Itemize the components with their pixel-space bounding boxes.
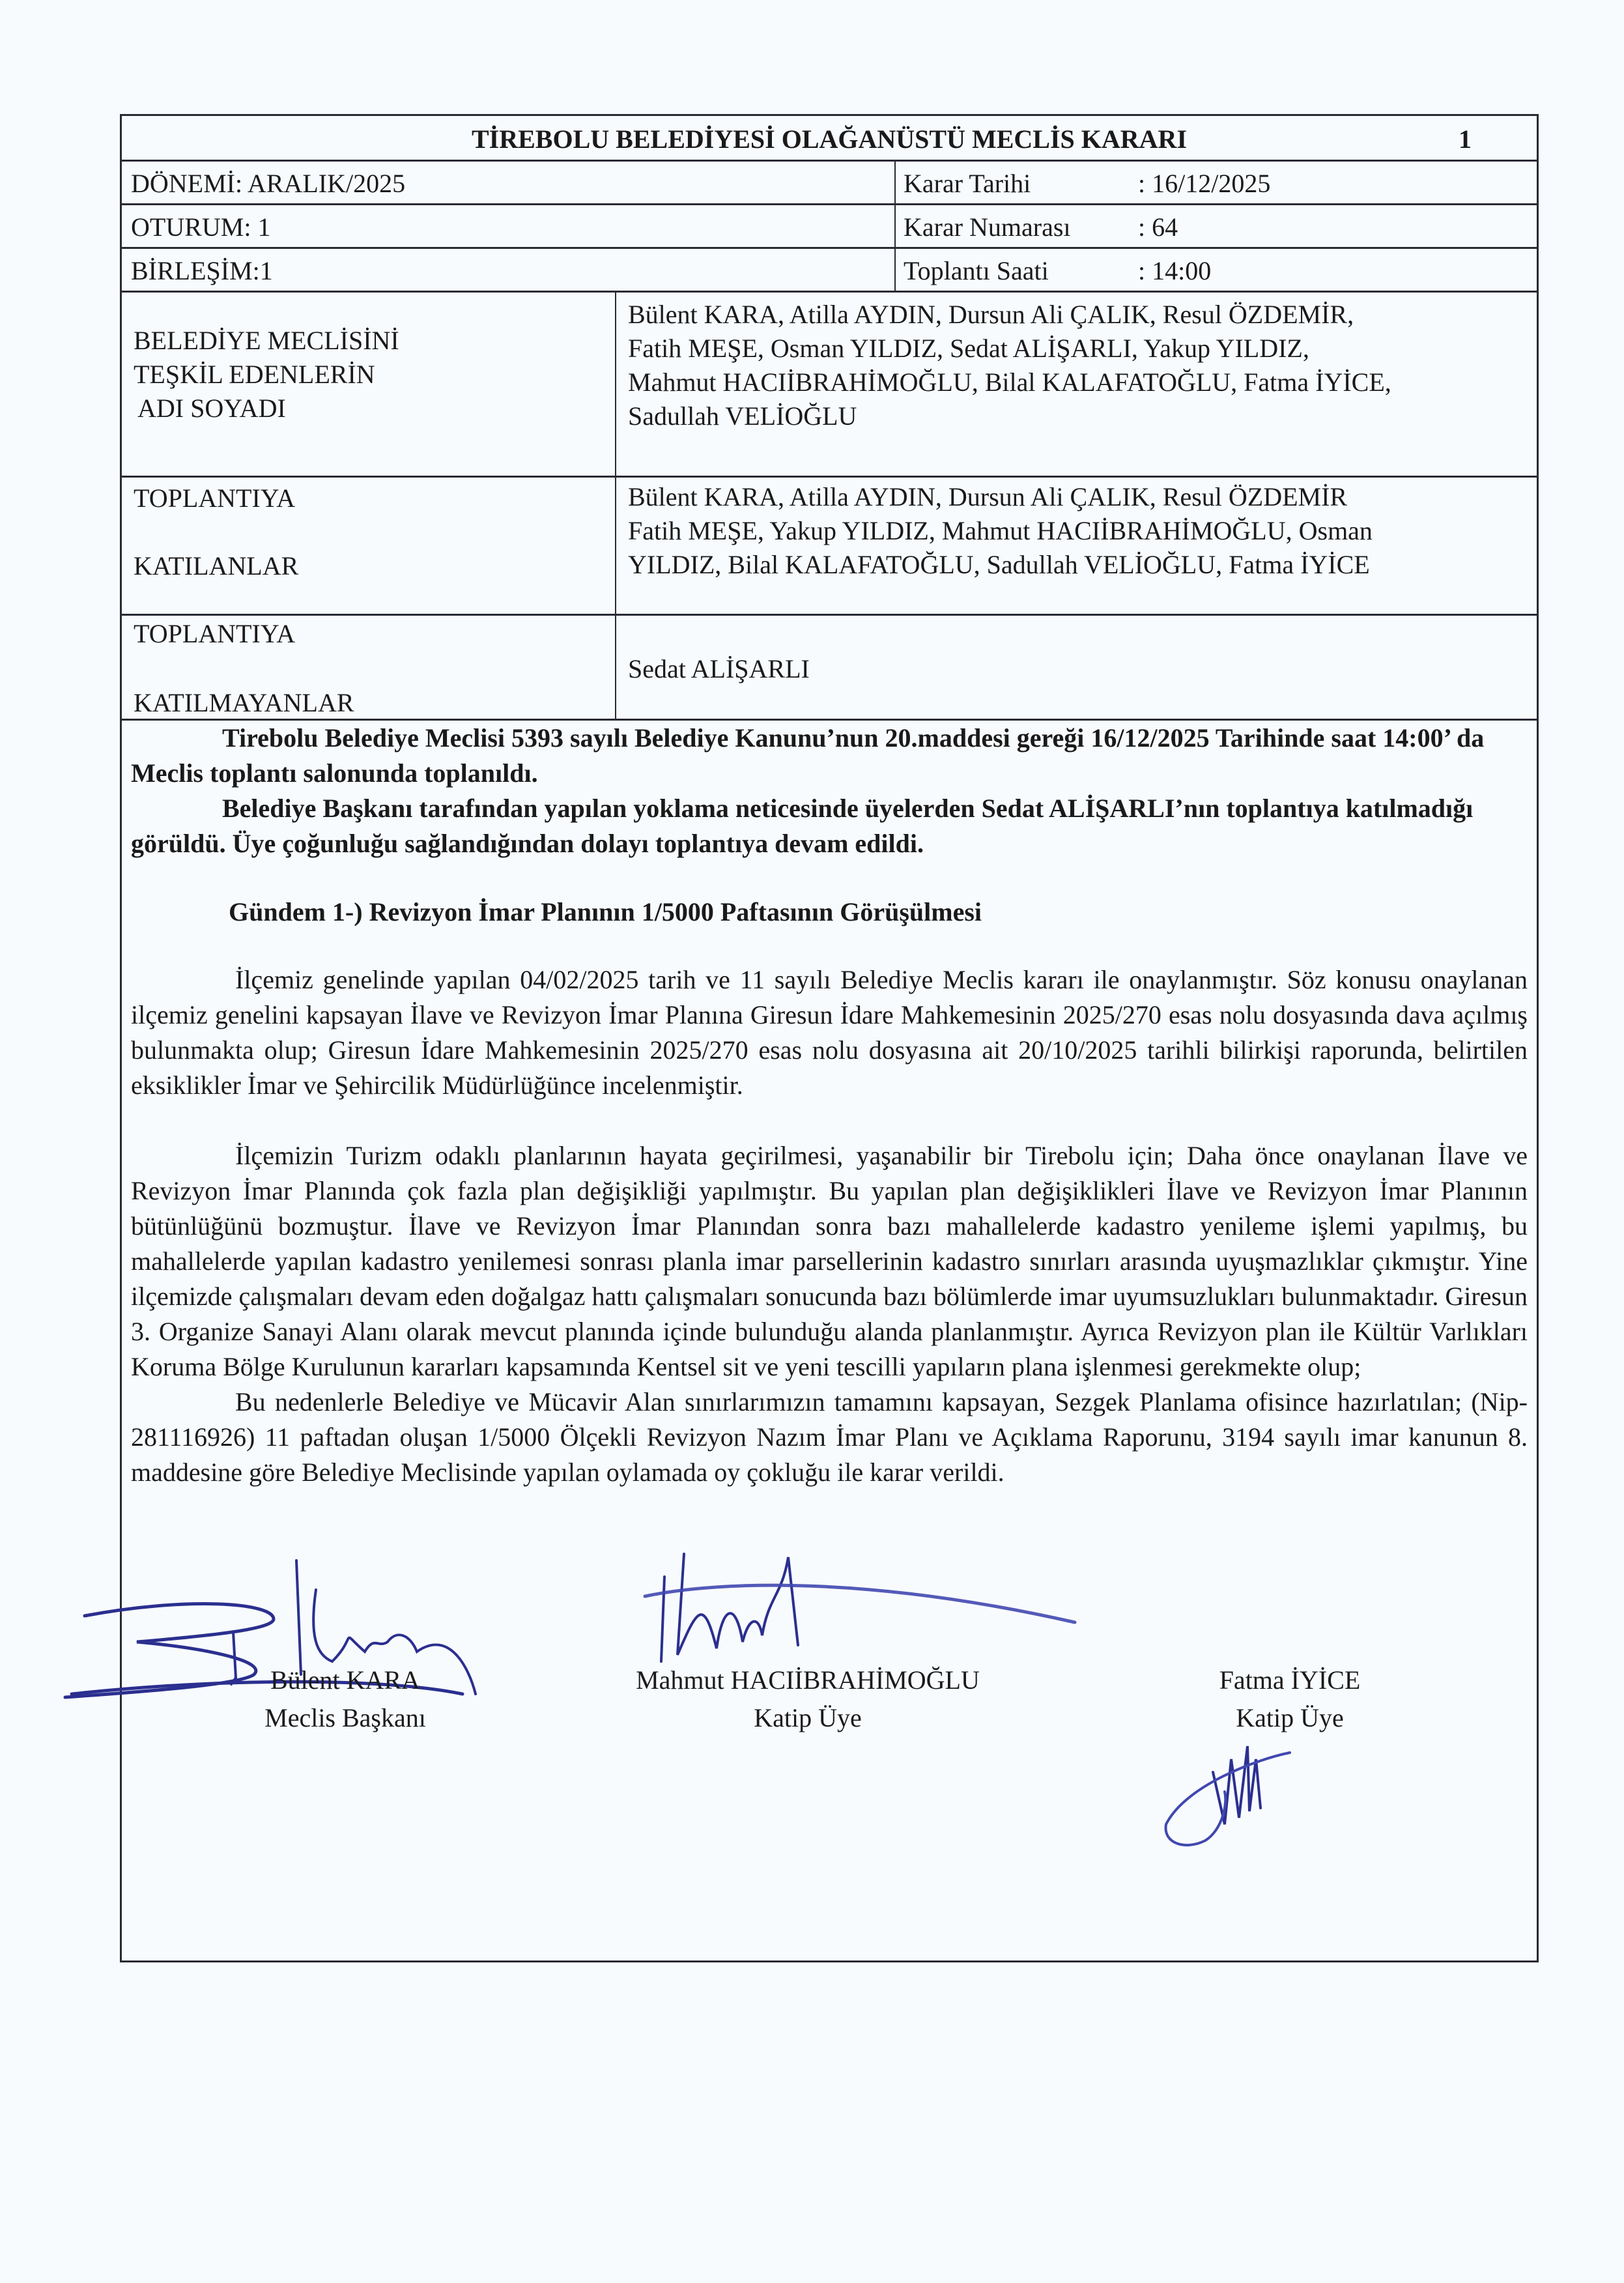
signatory-clerk-2: [1160, 1661, 1420, 1737]
info-row-session: [122, 205, 1537, 249]
signatory-role: Katip Üye: [754, 1703, 862, 1732]
council-members-row: [122, 293, 1537, 478]
meeting-time-value: : 14:00: [1138, 256, 1212, 285]
decision-date-cell: [896, 162, 1537, 203]
signatory-clerk-1: [573, 1661, 1042, 1737]
signature-mark-clerk-1: [625, 1518, 1094, 1674]
body-paragraph-2: İlçemizin Turizm odaklı planlarının hayata geçirilmesi, yaşanabilir bir Tirebolu için; Daha önce onaylanan İlave ve Revizyon İmar Planında çok fazla plan değişikliği yapılmıştır. Bu yapılan plan değişiklikleri İlave ve Revizyon İmar Planının bütünlüğünü bozmuştur. İlave ve Revizyon İmar Planından sonra bazı mahallelerde kadastro yenileme işlemi yapılmış, bu mahallelerde yapılan kadastro yenilemesi sonrası planla imar parsellerinin kadastro sınırları arasında uyuşmazlıklar çıkmıştır. Yine ilçemizde çalışmaları devam eden doğalgaz hattı çalışmaları sonucunda bazı bölümlerde imar uyumsuzlukları bulunmaktadır. Giresun 3. Organize Sanayi Alanı olarak mevcut planında içinde bulunduğu alanda planlanmıştır. Ayrıca Revizyon plan ile Kültür Varlıkları Koruma Bölge Kurulunun kararları kapsamında Kentsel sit ve yeni tescilli yapıların plana işlenmesi gerekmekte olup;: [131, 1141, 1528, 1381]
intro-paragraph-1: Tirebolu Belediye Meclisi 5393 sayılı Belediye Kanunu’nun 20.maddesi gereği 16/12/2025 Tarihinde saat 14:00’ da Meclis toplantı salonunda toplanıldı.: [131, 723, 1485, 788]
council-members-label-cell: [122, 293, 616, 476]
council-members-line: Sadullah VELİOĞLU: [628, 401, 857, 431]
attendees-line: Fatih MEŞE, Yakup YILDIZ, Mahmut HACIİBRAHİMOĞLU, Osman: [628, 516, 1373, 545]
agenda-heading: Gündem 1-) Revizyon İmar Planının 1/5000 Paftasının Görüşülmesi: [229, 897, 982, 926]
attendees-label-line1: TOPLANTIYA: [134, 483, 296, 513]
attendees-line: YILDIZ, Bilal KALAFATOĞLU, Sadullah VELİOĞLU, Fatma İYİCE: [628, 550, 1370, 579]
absentees-list: [616, 616, 1537, 719]
signature-mark-clerk-2: [1160, 1733, 1368, 1863]
sitting-cell: BİRLEŞİM:1: [122, 249, 896, 291]
body-paragraph-1: İlçemiz genelinde yapılan 04/02/2025 tarih ve 11 sayılı Belediye Meclis kararı ile onaylanmıştır. Söz konusu onaylanan ilçemiz genelini kapsayan İlave ve Revizyon İmar Planına Giresun İdare Mahkemesinin 2025/270 esas nolu dosyasında dava açılmış bulunmakta olup; Giresun İdare Mahkemesinin 2025/270 esas nolu dosyasına ait 20/10/2025 tarihli bilirkişi raporunda, belirtilen eksiklikler İmar ve Şehircilik Müdürlüğünce incelenmiştir.: [131, 965, 1528, 1100]
intro-paragraph-2: Belediye Başkanı tarafından yapılan yoklama neticesinde üyelerden Sedat ALİŞARLI’nın toplantıya katılmadığı görüldü. Üye çoğunluğu sağlandığından dolayı toplantıya devam edildi.: [131, 794, 1474, 858]
attendees-list: [616, 478, 1537, 614]
meeting-time-label: Toplantı Saati: [904, 256, 1049, 285]
absentees-row: [122, 616, 1537, 721]
signatory-role: Meclis Başkanı: [264, 1703, 426, 1732]
council-members-label-line3: ADI SOYADI: [137, 394, 286, 423]
absentees-label-line2: KATILMAYANLAR: [134, 688, 354, 717]
attendees-label-line2: KATILANLAR: [134, 551, 299, 581]
attendees-line: Bülent KARA, Atilla AYDIN, Dursun Ali ÇALIK, Resul ÖZDEMİR: [628, 482, 1348, 511]
council-members-line: Bülent KARA, Atilla AYDIN, Dursun Ali ÇALIK, Resul ÖZDEMİR,: [628, 300, 1354, 329]
info-row-period: [122, 162, 1537, 205]
council-members-label-line2: TEŞKİL EDENLERİN: [134, 360, 375, 389]
signatory-chairman: [215, 1661, 476, 1737]
signatory-name: Mahmut HACIİBRAHİMOĞLU: [636, 1665, 980, 1695]
absentees-label-cell: [122, 616, 616, 719]
info-row-sitting: [122, 249, 1537, 293]
signatory-name: Fatma İYİCE: [1219, 1665, 1361, 1695]
decision-date-label: Karar Tarihi: [904, 169, 1031, 198]
page-number: 1: [1459, 124, 1472, 154]
decision-number-value: : 64: [1138, 212, 1178, 242]
title-row: [122, 116, 1537, 162]
decision-body: [122, 721, 1537, 1490]
meeting-time-cell: [896, 249, 1537, 291]
council-members-list: [616, 293, 1537, 476]
council-members-line: Fatih MEŞE, Osman YILDIZ, Sedat ALİŞARLI, Yakup YILDIZ,: [628, 334, 1309, 363]
signatory-name: Bülent KARA: [270, 1665, 420, 1695]
absentees-label-line1: TOPLANTIYA: [134, 619, 296, 648]
council-members-line: Mahmut HACIİBRAHİMOĞLU, Bilal KALAFATOĞLU, Fatma İYİCE,: [628, 367, 1391, 397]
decision-date-value: : 16/12/2025: [1138, 169, 1271, 198]
decision-number-cell: [896, 205, 1537, 247]
body-paragraph-3: Bu nedenlerle Belediye ve Mücavir Alan sınırlarımızın tamamını kapsayan, Sezgek Planlama ofisince hazırlatılan; (Nip- 281116926) 11 paftadan oluşan 1/5000 Ölçekli Revizyon Nazım İmar Planı ve Açıklama Raporunu, 3194 sayılı imar kanunun 8. maddesine göre Belediye Meclisinde yapılan oylamada oy çokluğu ile karar verildi.: [131, 1387, 1528, 1487]
absentee-name: Sedat ALİŞARLI: [628, 654, 810, 683]
decision-number-label: Karar Numarası: [904, 212, 1071, 242]
attendees-row: [122, 478, 1537, 616]
session-cell: OTURUM: 1: [122, 205, 896, 247]
council-members-label-line1: BELEDİYE MECLİSİNİ: [134, 326, 399, 355]
document-title: TİREBOLU BELEDİYESİ OLAĞANÜSTÜ MECLİS KARARI: [471, 124, 1188, 154]
period-cell: DÖNEMİ: ARALIK/2025: [122, 162, 896, 203]
attendees-label-cell: [122, 478, 616, 614]
signatory-role: Katip Üye: [1236, 1703, 1344, 1732]
